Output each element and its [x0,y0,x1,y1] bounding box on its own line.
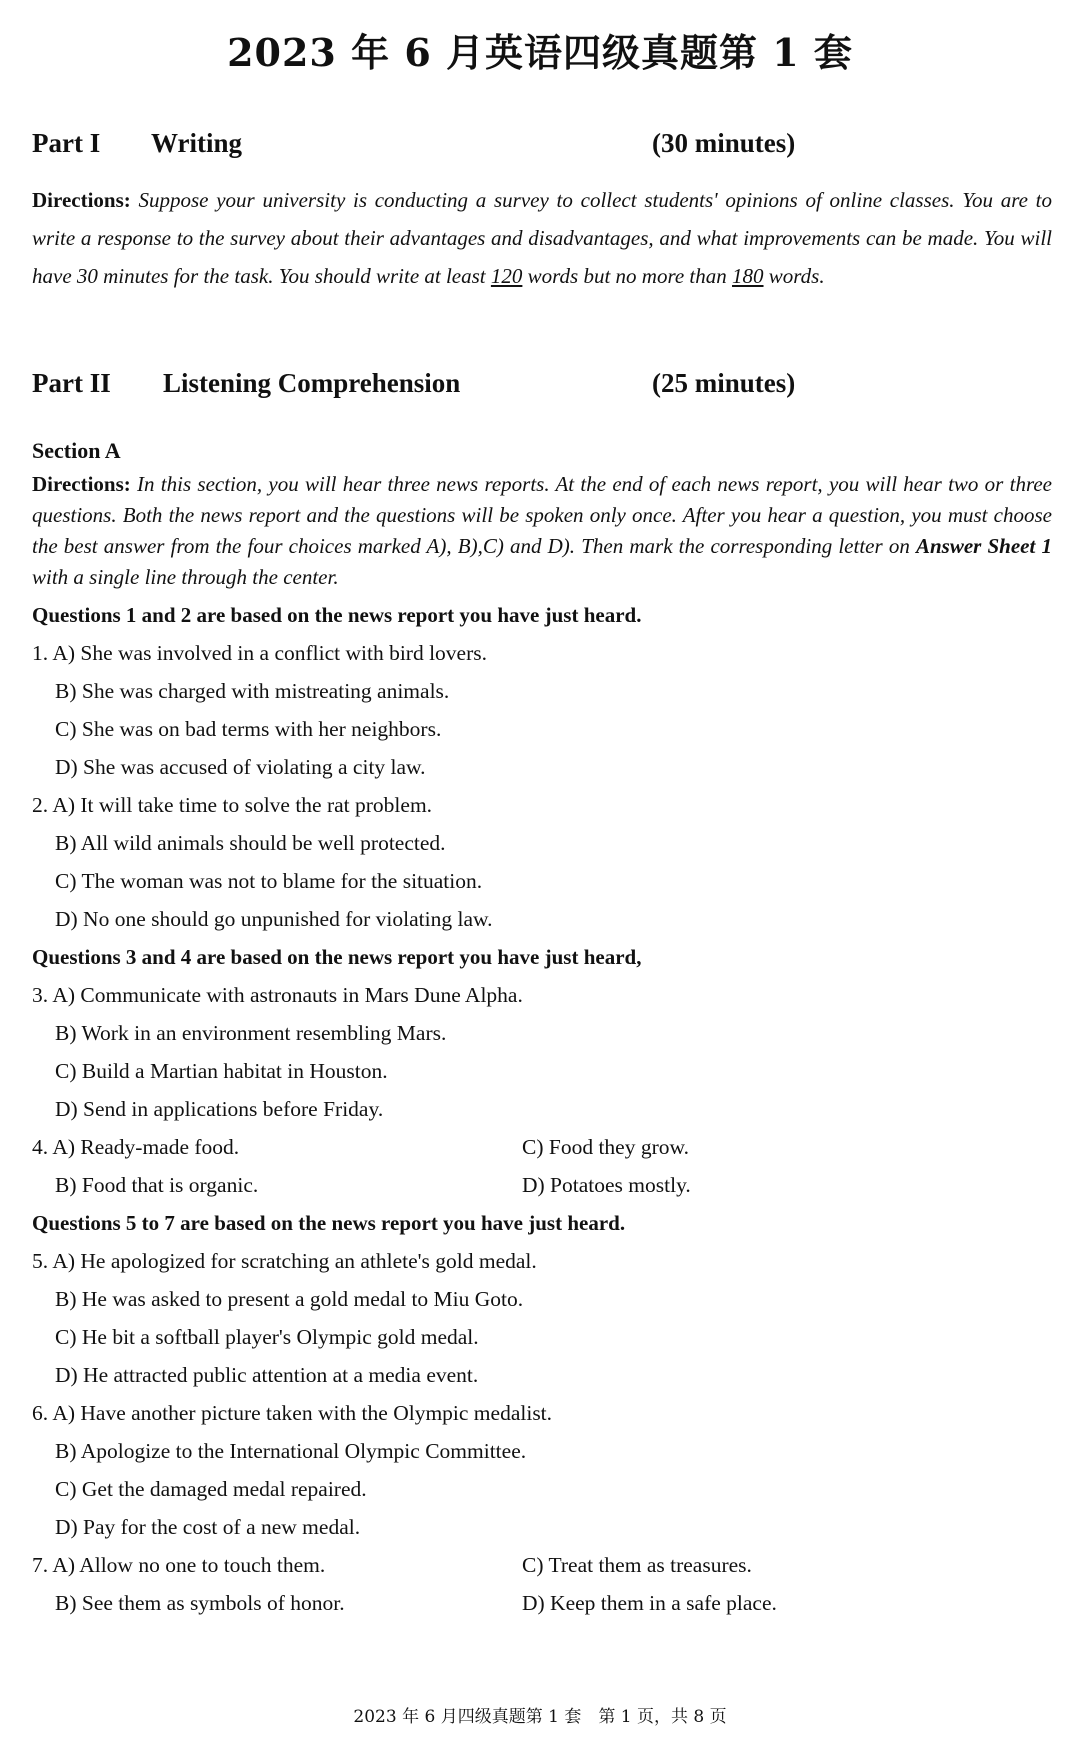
page-title: 2023 年 6 月英语四级真题第 1 套 [227,30,853,75]
section-a-heading: Section A [32,438,121,463]
q1-option-c: C) She was on bad terms with her neighbors. [55,717,442,741]
part-2-heading [32,368,832,408]
q7-option-a: 7. A) Allow no one to touch them. [32,1553,326,1577]
directions-text: words but no more than [522,264,733,288]
q4-option-a: 4. A) Ready-made food. [32,1135,240,1159]
q5-option-b: B) He was asked to present a gold medal to Miu Goto. [55,1287,524,1311]
directions-label: Directions: [32,188,131,212]
page-footer: 2023 年 6 月四级真题第 1 套 第 1 页，共 8 页 [353,1707,727,1727]
answer-sheet-label: Answer Sheet 1 [915,534,1052,558]
q5-option-c: C) He bit a softball player's Olympic gold medal. [55,1325,479,1349]
question-group-1-2: Questions 1 and 2 are based on the news report you have just heard. [32,603,642,627]
q6-option-d: D) Pay for the cost of a new medal. [55,1515,361,1539]
q2-option-d: D) No one should go unpunished for violating law. [55,907,493,931]
directions-text: with a single line through the center. [32,565,339,589]
directions-label: Directions: [32,472,131,496]
q5-option-d: D) He attracted public attention at a media event. [55,1363,479,1387]
part-2-time: (25 minutes) [652,368,796,398]
part-1-directions [32,181,1052,295]
q4-option-b: B) Food that is organic. [55,1173,259,1197]
part-2-number: Part II [32,368,111,398]
directions-text: Suppose your university is conducting a survey to collect students' opinions of online classes. You are to write a response to the survey about their advantages and disadvantages, and what improvements can be made. You will have 30 minutes for the task. You should write at least [32,188,1052,288]
part-1-number: Part I [32,128,101,158]
min-words: 120 [490,264,523,288]
question-group-3-4: Questions 3 and 4 are based on the news report you have just heard, [32,945,642,969]
q7-option-b: B) See them as symbols of honor. [55,1591,345,1615]
q6-option-a: 6. A) Have another picture taken with the Olympic medalist. [32,1401,553,1425]
question-group-5-7: Questions 5 to 7 are based on the news report you have just heard. [32,1211,626,1235]
q6-option-b: B) Apologize to the International Olympic Committee. [55,1439,527,1463]
q7-option-c: C) Treat them as treasures. [522,1553,752,1577]
part-1-name: Writing [151,128,243,158]
q6-option-c: C) Get the damaged medal repaired. [55,1477,367,1501]
q4-option-c: C) Food they grow. [522,1135,690,1159]
q4-option-d: D) Potatoes mostly. [522,1173,691,1197]
max-words: 180 [732,264,764,288]
part-2-name: Listening Comprehension [163,368,461,398]
part-1-heading [32,128,832,168]
q3-option-d: D) Send in applications before Friday. [55,1097,384,1121]
q3-option-a: 3. A) Communicate with astronauts in Mars Dune Alpha. [32,983,523,1007]
q3-option-b: B) Work in an environment resembling Mars. [55,1021,447,1045]
directions-text: In this section, you will hear three news reports. At the end of each news report, you will hear two or three questions. Both the news report and the questions will be spoken only once. After you hear a question, you must choose the best answer from the four choices marked A), B),C) and D). Then mark the corresponding letter on [32,472,1052,558]
part-2-directions [32,469,1052,593]
q2-option-a: 2. A) It will take time to solve the rat problem. [32,793,433,817]
q2-option-b: B) All wild animals should be well protected. [55,831,446,855]
q3-option-c: C) Build a Martian habitat in Houston. [55,1059,388,1083]
q1-option-a: 1. A) She was involved in a conflict with bird lovers. [32,641,488,665]
q1-option-d: D) She was accused of violating a city law. [55,755,426,779]
q5-option-a: 5. A) He apologized for scratching an athlete's gold medal. [32,1249,537,1273]
part-1-time: (30 minutes) [652,128,796,158]
directions-text: words. [763,264,825,288]
q1-option-b: B) She was charged with mistreating animals. [55,679,450,703]
q7-option-d: D) Keep them in a safe place. [522,1591,777,1615]
q2-option-c: C) The woman was not to blame for the situation. [55,869,483,893]
